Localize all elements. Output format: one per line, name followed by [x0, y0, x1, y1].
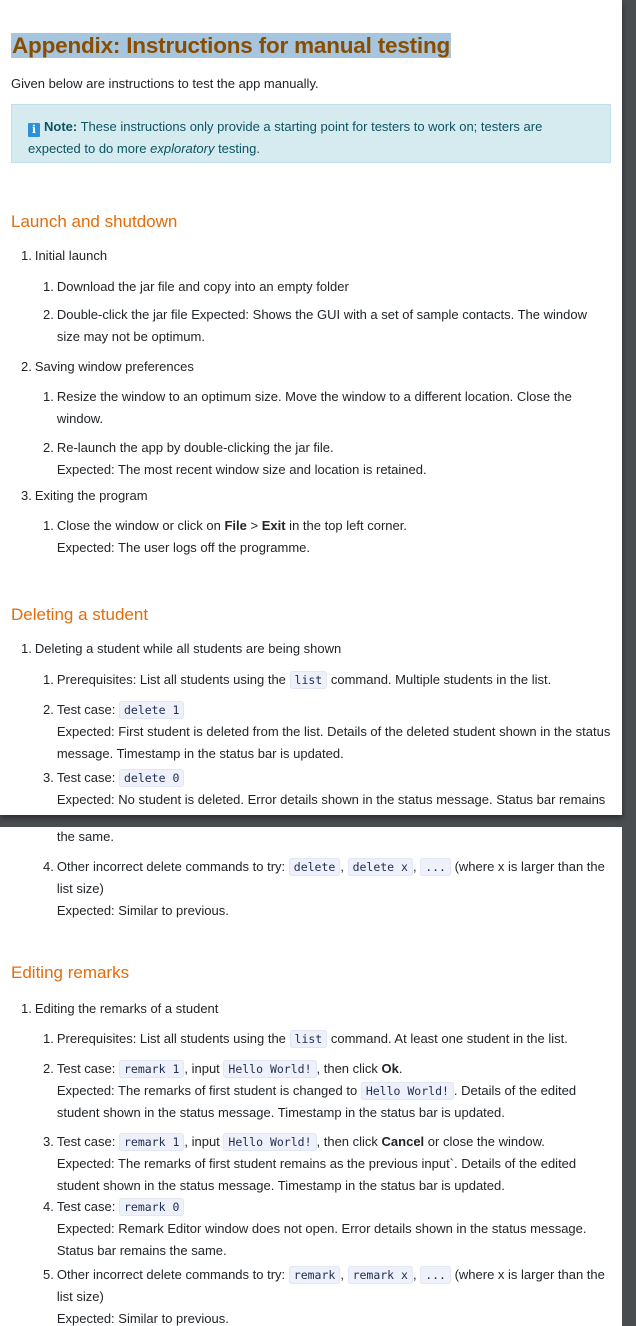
list-item: [11, 699, 611, 765]
code-delete: delete: [289, 858, 341, 876]
item-number: 3.: [43, 770, 54, 785]
list-item: [11, 1264, 611, 1326]
item-number: 1.: [21, 641, 32, 656]
expected-line: Expected: Remark Editor window does not open. Error details shown in the status message. Status bar remains the same.: [56, 1221, 587, 1258]
code-remark: remark: [289, 1266, 341, 1284]
text: , input: [184, 1134, 224, 1149]
list-item: [11, 245, 611, 267]
text: Other incorrect delete commands to try:: [56, 1267, 289, 1282]
item-text: [57, 1131, 611, 1197]
item-text: [57, 1058, 611, 1124]
item-text: [57, 856, 611, 922]
item-number: 1.: [43, 279, 54, 294]
list-item: [11, 304, 611, 348]
text: , input: [184, 1061, 224, 1076]
text: Test case:: [56, 1134, 119, 1149]
text: , then click: [316, 1061, 382, 1076]
expected-line: Expected: The user logs off the programme.: [56, 540, 311, 555]
section-heading-editing: Editing remarks: [11, 963, 130, 982]
text: in the top left corner.: [285, 518, 407, 533]
item-text: Resize the window to an optimum size. Move the window to a different location. Close the window.: [56, 389, 572, 426]
text: Close the window or click on: [56, 518, 225, 533]
item-number: 2.: [21, 359, 32, 374]
list-item: [11, 1028, 611, 1050]
item-number: 2.: [43, 440, 54, 455]
list-item: [11, 1196, 611, 1262]
list-item: [11, 638, 611, 660]
item-number: 4.: [43, 859, 54, 874]
item-text: [57, 699, 611, 765]
code-delete-x: delete x: [348, 858, 413, 876]
code-ellipsis: ...: [420, 858, 451, 876]
list-item: [11, 669, 611, 691]
list-item: [11, 386, 611, 430]
expected-line: the same.: [56, 829, 114, 844]
expected-line: Expected: The remarks of first student remains as the previous input`. Details of the edited student shown in the status message. Timestamp in the status bar is updated.: [56, 1156, 577, 1193]
code-delete-1: delete 1: [119, 701, 184, 719]
text: Test case:: [56, 702, 119, 717]
list-item: [11, 767, 611, 811]
section-heading-deleting: Deleting a student: [11, 605, 149, 624]
page-title-text: Appendix: Instructions for manual testing: [12, 33, 451, 58]
text: ,: [340, 1267, 348, 1282]
item-number: 2.: [43, 702, 54, 717]
page-title: [11, 33, 611, 59]
text: or close the window.: [424, 1134, 545, 1149]
text: Test case:: [56, 770, 119, 785]
item-label: Initial launch: [34, 248, 108, 263]
note-callout: [11, 104, 611, 163]
code-list: list: [290, 1030, 328, 1048]
text: command. Multiple students in the list.: [327, 672, 552, 687]
item-text: [57, 1264, 611, 1326]
intro-paragraph: Given below are instructions to test the app manually.: [11, 76, 319, 91]
pdf-page-2: [0, 827, 622, 1326]
text: (where x is larger than the list size): [56, 859, 605, 896]
text: ,: [412, 1267, 421, 1282]
step-line: Re-launch the app by double-clicking the jar file.: [56, 440, 334, 455]
item-text: Download the jar file and copy into an empty folder: [56, 279, 349, 294]
menu-exit: Exit: [261, 518, 286, 533]
code-remark-x: remark x: [348, 1266, 413, 1284]
text: command. At least one student in the list.: [327, 1031, 568, 1046]
list-item: [11, 856, 611, 922]
menu-file: File: [224, 518, 247, 533]
text: Prerequisites: List all students using the: [56, 672, 290, 687]
code-remark-0: remark 0: [119, 1198, 184, 1216]
expected-line: Expected: The most recent window size and location is retained.: [56, 462, 427, 477]
expected-line: Expected: First student is deleted from the list. Details of the deleted student shown in the status message. Timestamp in the status bar is updated.: [56, 724, 611, 761]
cancel-label: Cancel: [381, 1134, 425, 1149]
item-label: Editing the remarks of a student: [34, 1001, 219, 1016]
text: ,: [340, 859, 348, 874]
item-number: 1.: [21, 1001, 32, 1016]
text: Other incorrect delete commands to try:: [56, 859, 289, 874]
code-remark-1: remark 1: [119, 1060, 184, 1078]
item-number: 1.: [43, 1031, 54, 1046]
expected-line: Expected: The remarks of first student is changed to: [56, 1083, 361, 1098]
text: , then click: [316, 1134, 382, 1149]
item-number: 1.: [43, 389, 54, 404]
code-hello-world: Hello World!: [223, 1060, 316, 1078]
text: .: [398, 1061, 403, 1076]
list-item: [11, 1131, 611, 1197]
text: >: [246, 518, 262, 533]
item-number: 1.: [43, 672, 54, 687]
ok-label: Ok: [381, 1061, 399, 1076]
expected-line: Expected: Similar to previous.: [56, 903, 229, 918]
item-number: 3.: [21, 488, 32, 503]
item-text: [57, 1196, 611, 1262]
item-text: [57, 1028, 611, 1050]
list-item: [11, 437, 611, 481]
code-list: list: [290, 671, 328, 689]
expected-line: Expected: Similar to previous.: [56, 1311, 229, 1326]
section-heading-launch: Launch and shutdown: [11, 212, 178, 231]
item-text: [57, 437, 611, 481]
code-hello-world: Hello World!: [361, 1082, 454, 1100]
list-item: [11, 485, 611, 507]
note-text: These instructions only provide a starting point for testers to work on; testers are expected to do more: [28, 119, 543, 156]
info-icon: i: [28, 123, 40, 137]
text: (where x is larger than the list size): [56, 1267, 605, 1304]
code-remark-1: remark 1: [119, 1133, 184, 1151]
item-number: 3.: [43, 1134, 54, 1149]
item-label: Deleting a student while all students are being shown: [34, 641, 342, 656]
item-text: [57, 767, 611, 811]
list-item: [11, 276, 611, 298]
item-number: 1.: [21, 248, 32, 263]
item-text: Double-click the jar file Expected: Shows the GUI with a set of sample contacts. The window size may not be optimum.: [56, 307, 587, 344]
item-label: Saving window preferences: [34, 359, 194, 374]
text: . Details of the edited student shown in the status message. Timestamp in the status bar is updated.: [56, 1083, 577, 1120]
item-number: 2.: [43, 307, 54, 322]
list-item: [11, 1058, 611, 1124]
code-delete-0: delete 0: [119, 769, 184, 787]
list-item: [11, 515, 611, 559]
list-item-continued: [11, 827, 611, 848]
item-number: 1.: [43, 518, 54, 533]
item-number: 5.: [43, 1267, 54, 1282]
item-number: 2.: [43, 1061, 54, 1076]
note-label: Note:: [44, 119, 78, 134]
code-ellipsis: ...: [420, 1266, 451, 1284]
text: Test case:: [56, 1061, 119, 1076]
text: Prerequisites: List all students using the: [56, 1031, 290, 1046]
code-hello-world: Hello World!: [223, 1133, 316, 1151]
item-text: [57, 669, 611, 691]
item-text: [57, 515, 611, 559]
list-item: [11, 356, 611, 378]
text: ,: [412, 859, 421, 874]
list-item: [11, 998, 611, 1020]
expected-line: Expected: No student is deleted. Error details shown in the status message. Status bar remains: [56, 792, 606, 807]
item-number: 4.: [43, 1199, 54, 1214]
item-label: Exiting the program: [34, 488, 148, 503]
note-emphasis: exploratory: [150, 141, 215, 156]
text: Test case:: [56, 1199, 119, 1214]
note-text-end: testing.: [214, 141, 260, 156]
